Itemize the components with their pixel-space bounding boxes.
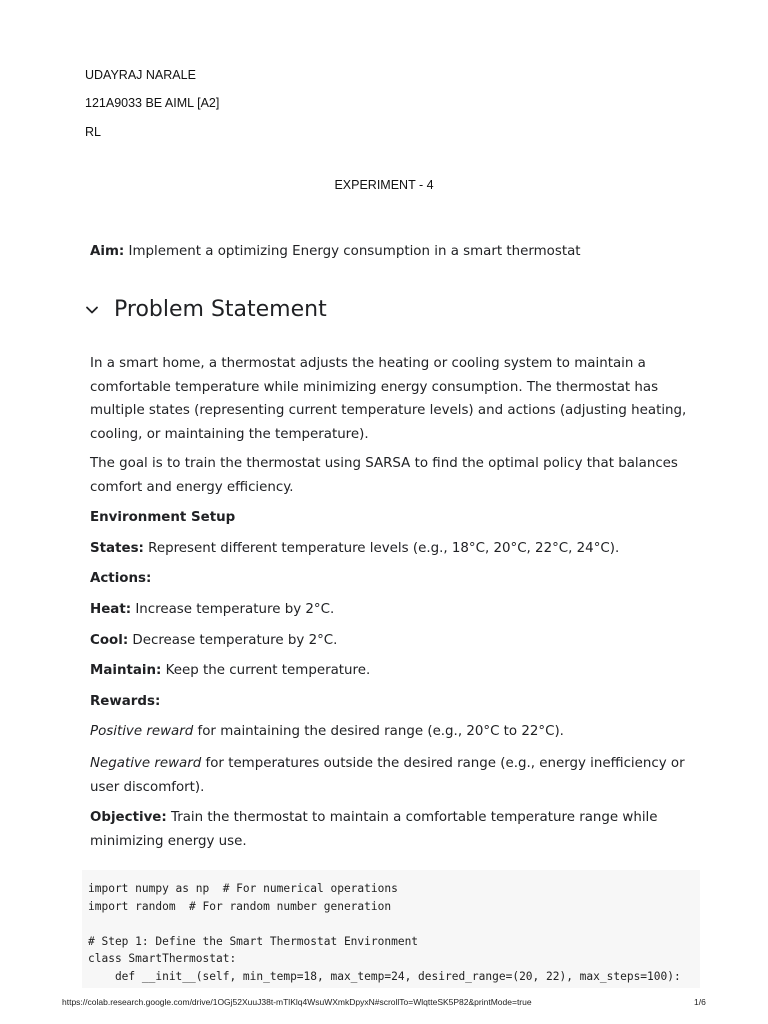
subject-code: RL [85,125,101,139]
experiment-title: EXPERIMENT - 4 [334,178,434,192]
negative-reward-text: for temperatures outside the desired range (e.g., energy inefficiency or user discomfort). [90,756,685,795]
maintain-line [90,659,700,683]
chevron-down-icon[interactable] [84,302,100,318]
positive-reward-line [90,720,700,744]
maintain-text: Keep the current temperature. [161,663,371,678]
cool-label: Cool: [90,633,129,648]
paragraph-goal: The goal is to train the thermostat using SARSA to find the optimal policy that balances comfort and energy efficiency. [90,456,678,495]
paragraph-intro: In a smart home, a thermostat adjusts the heating or cooling system to maintain a comfortable temperature while minimizing energy consumption. The thermostat has multiple states (representing current temperature levels) and actions (adjusting heating, cooling, or maintaining the temperature). [90,356,687,442]
states-line [90,537,700,561]
code-text[interactable]: import numpy as np # For numerical operations import random # For random number generation # Step 1: Define the Smart Thermostat Environment class SmartThermostat: def __init__(self, min_temp=18, max_temp=24, desired_range=(20, 22), max_steps=100): [88,882,681,983]
objective-line [90,806,700,853]
environment-setup-heading [90,506,700,530]
actions-heading [90,567,700,591]
positive-reward-text: for maintaining the desired range (e.g., 20°C to 22°C). [193,724,564,739]
negative-reward-label: Negative reward [90,756,202,771]
heat-text: Increase temperature by 2°C. [131,602,335,617]
negative-reward-line [90,752,700,799]
code-cell[interactable] [82,870,700,988]
problem-statement-header[interactable] [84,297,327,322]
states-text: Represent different temperature levels (e.g., 18°C, 20°C, 22°C, 24°C). [143,541,620,556]
aim-line [90,240,700,264]
cool-text: Decrease temperature by 2°C. [128,633,338,648]
rewards-heading [90,690,700,714]
student-name: UDAYRAJ NARALE [85,68,196,82]
heat-line [90,598,700,622]
footer-page-number: 1/6 [694,997,706,1007]
env-heading-text: Environment Setup [90,510,236,525]
maintain-label: Maintain: [90,663,162,678]
rewards-label: Rewards: [90,694,161,709]
cool-line [90,629,700,653]
positive-reward-label: Positive reward [90,724,194,739]
aim-label: Aim: [90,244,125,259]
objective-label: Objective: [90,810,167,825]
section-title: Problem Statement [114,297,327,322]
footer-url: https://colab.research.google.com/drive/1OGj52XuuJ38t-mTlKlq4WsuWXmkDpyxN#scrollTo=WlqtteSK5P82&printMode=true [62,997,532,1007]
states-label: States: [90,541,144,556]
actions-label: Actions: [90,571,152,586]
student-id-line: 121A9033 BE AIML [A2] [85,96,220,110]
objective-text: Train the thermostat to maintain a comfortable temperature range while minimizing energy use. [90,810,658,849]
aim-text: Implement a optimizing Energy consumption in a smart thermostat [124,244,581,259]
heat-label: Heat: [90,602,132,617]
